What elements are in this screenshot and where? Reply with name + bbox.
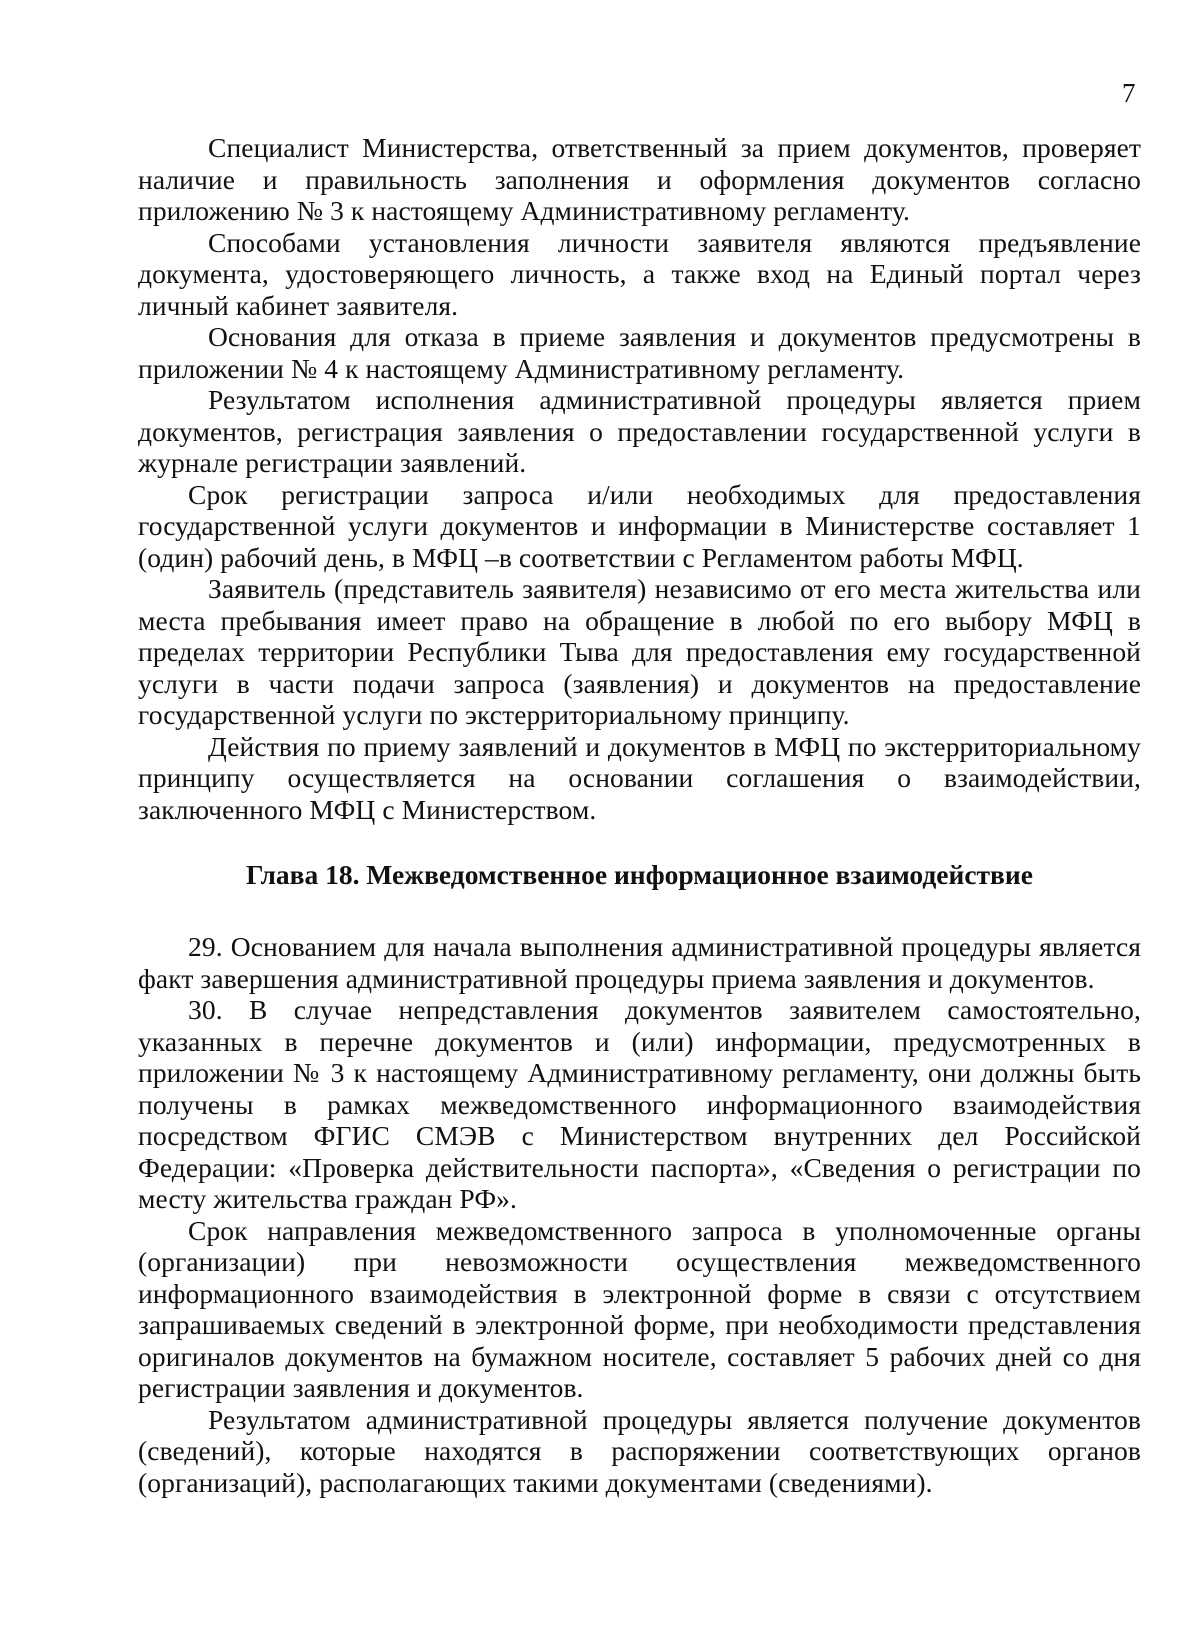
paragraph: Результатом административной процедуры является получение документов (сведений), которые находятся в распоряжении соответствующих органов (организаций), располагающих такими документами (сведениями).	[138, 1403, 1141, 1498]
chapter-title: Глава 18. Межведомственное информационное взаимодействие	[246, 859, 1033, 890]
paragraph: Заявитель (представитель заявителя) независимо от его места жительства или места пребывания имеет право на обращение в любой по его выбору МФЦ в пределах территории Республики Тыва для предоставления ему государственной услуги в части подачи запроса (заявления) и документов на предоставление государственной услуги по экстерриториальному принципу.	[138, 573, 1141, 730]
paragraph: Специалист Министерства, ответственный за прием документов, проверяет наличие и правильность заполнения и оформления документов согласно приложению № 3 к настоящему Административному регламенту.	[138, 132, 1141, 226]
paragraph: Срок направления межведомственного запроса в уполномоченные органы (организации) при невозможности осуществления межведомственного информационного взаимодействия в электронной форме в связи с отсутствием запрашиваемых сведений в электронной форме, при необходимости представления оригиналов документов на бумажном носителе, составляет 5 рабочих дней со дня регистрации заявления и документов.	[138, 1214, 1141, 1403]
paragraph: Срок регистрации запроса и/или необходимых для предоставления государственной услуги документов и информации в Министерстве составляет 1 (один) рабочий день, в МФЦ –в соответствии с Регламентом работы МФЦ.	[138, 478, 1141, 573]
paragraph: Основания для отказа в приеме заявления и документов предусмотрены в приложении № 4 к настоящему Административному регламенту.	[138, 321, 1141, 384]
paragraph: 30. В случае непредставления документов заявителем самостоятельно, указанных в перечне документов и (или) информации, предусмотренных в приложении № 3 к настоящему Административному регламенту, они должны быть получены в рамках межведомственного информационного взаимодействия посредством ФГИС СМЭВ с Министерством внутренних дел Российской Федерации: «Проверка действительности паспорта», «Сведения о регистрации по месту жительства граждан РФ».	[138, 994, 1141, 1214]
paragraph: Способами установления личности заявителя являются предъявление документа, удостоверяющего личность, а также вход на Единый портал через личный кабинет заявителя.	[138, 226, 1141, 321]
page-number: 7	[1122, 78, 1136, 108]
paragraph: 29. Основанием для начала выполнения административной процедуры является факт завершения административной процедуры приема заявления и документов.	[138, 931, 1141, 994]
document-body	[138, 132, 1141, 1498]
paragraph: Результатом исполнения административной процедуры является прием документов, регистрация заявления о предоставлении государственной услуги в журнале регистрации заявлений.	[138, 384, 1141, 478]
paragraph: Действия по приему заявлений и документов в МФЦ по экстерриториальному принципу осуществляется на основании соглашения о взаимодействии, заключенного МФЦ с Министерством.	[138, 730, 1141, 825]
